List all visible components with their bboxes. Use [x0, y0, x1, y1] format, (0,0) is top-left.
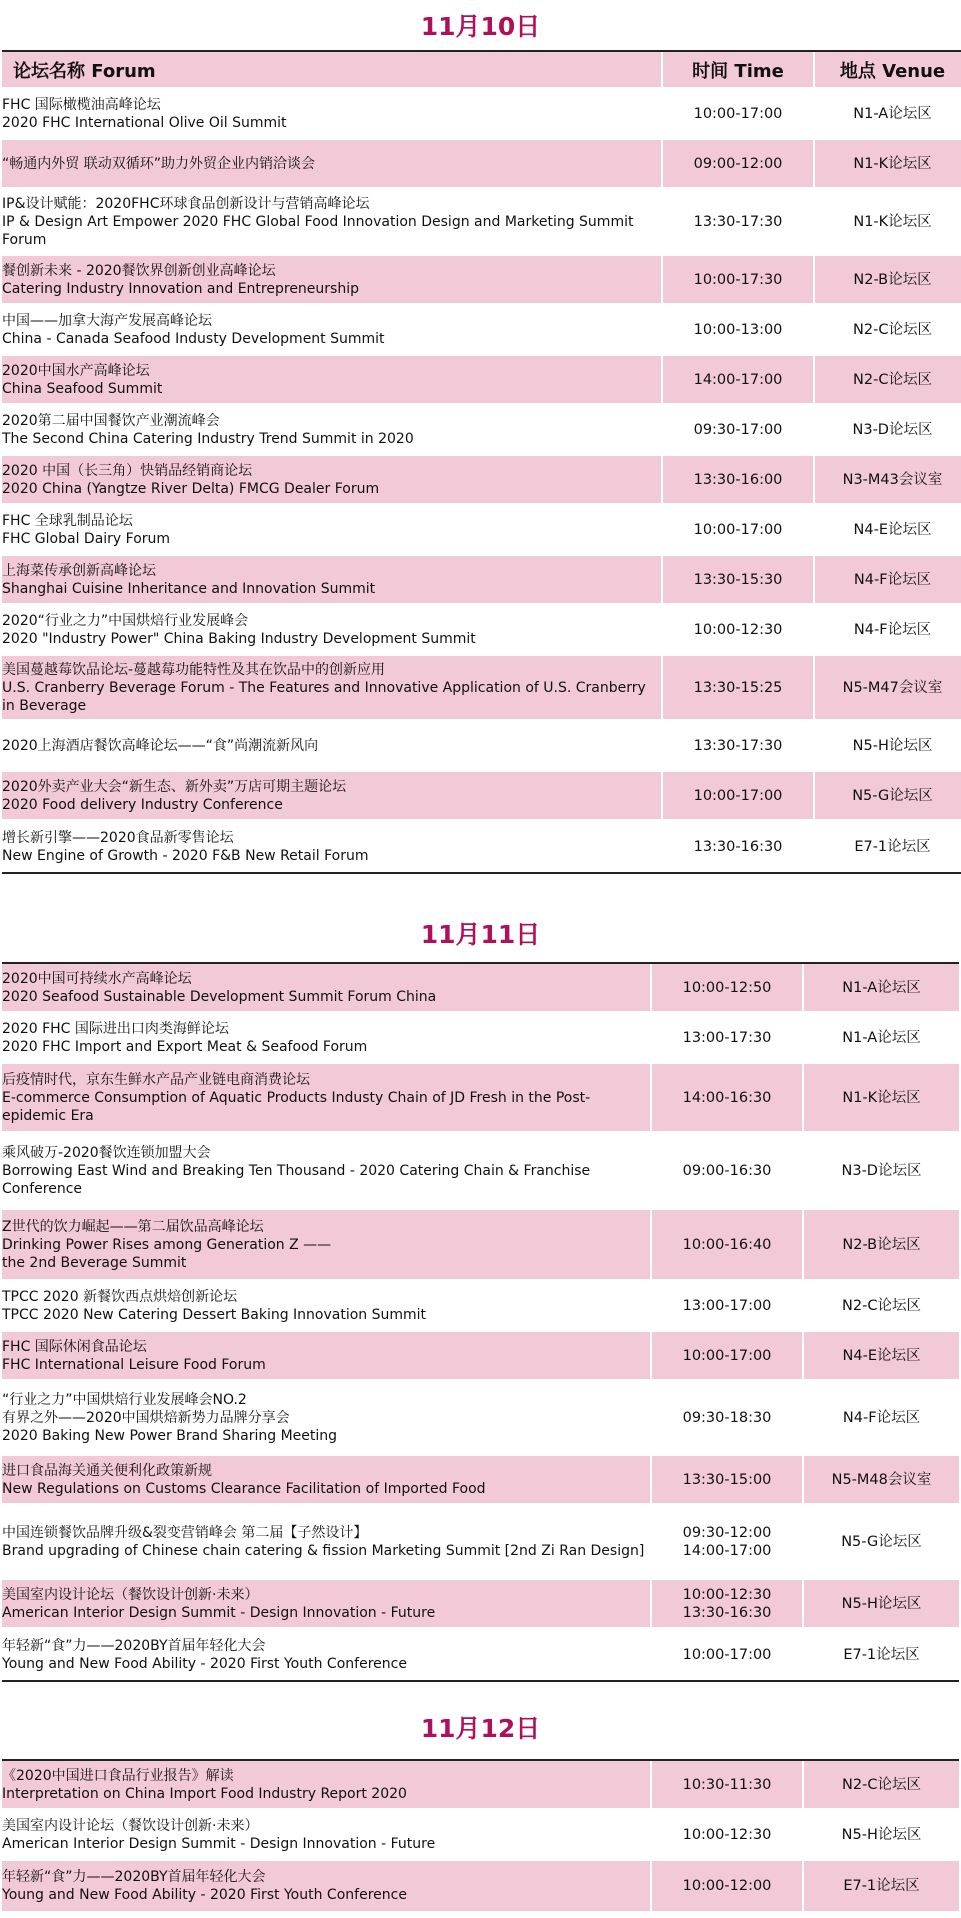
forum-name-cell	[2, 1580, 652, 1630]
venue-cell: N1-K论坛区	[815, 190, 961, 256]
forum-name-line: 2020 Food delivery Industry Conference	[2, 796, 283, 813]
forum-name-cell	[2, 406, 663, 456]
time-value: 09:00-16:30	[682, 1162, 772, 1179]
forum-name-cell	[2, 256, 663, 306]
forum-name-line: Borrowing East Wind and Breaking Ten Thousand - 2020 Catering Chain & Franchise	[2, 1162, 591, 1179]
time-value: 14:00-17:00	[682, 1542, 772, 1559]
time-value: 10:00-17:00	[693, 521, 783, 538]
date-heading: 11月11日	[420, 920, 541, 949]
forum-name-line: Forum	[2, 231, 47, 248]
forum-name-line: 上海菜传承创新高峰论坛	[2, 562, 156, 579]
time-cell	[663, 356, 815, 406]
time-value: 14:00-17:00	[693, 371, 783, 388]
forum-name-line: Z世代的饮力崛起——第二届饮品高峰论坛	[2, 1218, 264, 1235]
day-section-1111	[0, 908, 961, 1682]
forum-name-cell	[2, 722, 663, 772]
forum-name-line: FHC 国际橄榄油高峰论坛	[2, 96, 161, 113]
time-cell	[652, 1580, 804, 1630]
forum-name-line: China - Canada Seafood Industy Development Summit	[2, 330, 385, 347]
table-row	[2, 556, 961, 606]
forum-name-line: 增长新引擎——2020食品新零售论坛	[2, 830, 234, 846]
date-heading: 11月12日	[420, 1714, 541, 1743]
venue-cell: N5-H论坛区	[804, 1580, 959, 1630]
table-row	[2, 1210, 959, 1282]
time-value: 09:00-12:00	[693, 155, 783, 172]
time-value: 10:00-17:00	[682, 1347, 772, 1364]
time-value: 10:00-17:00	[693, 105, 783, 122]
forum-name-line: TPCC 2020 New Catering Dessert Baking Innovation Summit	[2, 1306, 427, 1323]
forum-name-line: 美国室内设计论坛（餐饮设计创新·未来）	[2, 1817, 259, 1834]
time-cell	[663, 556, 815, 606]
time-cell	[663, 406, 815, 456]
header-time: 时间 Time	[663, 52, 815, 90]
forum-name-line: 2020 中国（长三角）快销品经销商论坛	[2, 462, 253, 479]
forum-name-cell	[2, 1210, 652, 1282]
time-value: 13:30-16:00	[693, 471, 783, 488]
forum-name-line: 2020 China (Yangtze River Delta) FMCG Dealer Forum	[2, 480, 380, 497]
time-cell	[652, 1134, 804, 1210]
venue-cell: N4-F论坛区	[815, 556, 961, 606]
forum-name-line: Shanghai Cuisine Inheritance and Innovation Summit	[2, 580, 376, 597]
venue-cell: N5-G论坛区	[804, 1506, 959, 1580]
time-value: 13:30-15:25	[693, 679, 783, 696]
venue-cell: N2-C论坛区	[804, 1282, 959, 1332]
forum-name-line: FHC 全球乳制品论坛	[2, 512, 133, 529]
time-value: 10:00-17:00	[682, 1647, 772, 1663]
time-cell	[652, 1630, 804, 1680]
forum-name-line: 2020上海酒店餐饮高峰论坛——“食”尚潮流新风向	[2, 737, 319, 754]
table-row	[2, 256, 961, 306]
forum-name-line: 中国连锁餐饮品牌升级&裂变营销峰会 第二届【子然设计】	[2, 1524, 368, 1541]
time-value: 10:30-11:30	[682, 1776, 772, 1793]
time-cell	[663, 506, 815, 556]
forum-name-line: 2020 FHC Import and Export Meat & Seafood Forum	[2, 1038, 368, 1055]
venue-cell: E7-1论坛区	[815, 822, 961, 872]
forum-table	[2, 50, 961, 874]
table-row	[2, 456, 961, 506]
time-cell	[652, 1861, 804, 1911]
venue-cell: N1-A论坛区	[804, 1014, 959, 1064]
forum-table	[2, 1759, 959, 1911]
time-value: 10:00-12:30	[682, 1826, 772, 1843]
table-row	[2, 1282, 959, 1332]
forum-name-line: TPCC 2020 新餐饮西点烘焙创新论坛	[2, 1288, 238, 1305]
time-cell	[663, 456, 815, 506]
table-row	[2, 606, 961, 656]
time-value: 10:00-12:50	[682, 979, 772, 996]
forum-name-line: in Beverage	[2, 697, 87, 714]
time-cell	[663, 90, 815, 140]
venue-cell: N3-M43会议室	[815, 456, 961, 506]
table-row	[2, 1506, 959, 1580]
table-row	[2, 1861, 959, 1911]
time-value: 13:00-17:30	[682, 1029, 772, 1046]
forum-name-cell	[2, 456, 663, 506]
time-cell	[663, 656, 815, 722]
table-row	[2, 190, 961, 256]
table-row	[2, 656, 961, 722]
forum-name-cell	[2, 964, 652, 1014]
venue-cell: N2-B论坛区	[815, 256, 961, 306]
forum-name-line: 2020中国可持续水产高峰论坛	[2, 970, 192, 987]
table-row	[2, 1761, 959, 1811]
time-value: 10:00-12:30	[682, 1586, 772, 1603]
time-value: 10:00-12:00	[682, 1878, 772, 1894]
forum-name-line: 后疫情时代，京东生鲜水产品产业链电商消费论坛	[2, 1071, 310, 1088]
forum-name-cell	[2, 140, 663, 190]
forum-name-cell	[2, 1456, 652, 1506]
time-cell	[652, 1382, 804, 1456]
time-cell	[663, 822, 815, 872]
forum-name-line: 年轻新“食”力——2020BY首届年轻化大会	[2, 1869, 266, 1885]
forum-name-cell	[2, 1761, 652, 1811]
time-value: 10:00-17:00	[693, 787, 783, 804]
forum-name-cell	[2, 1282, 652, 1332]
forum-name-line: Young and New Food Ability - 2020 First Youth Conference	[2, 1887, 407, 1903]
time-value: 09:30-12:00	[682, 1524, 772, 1541]
forum-name-cell	[2, 822, 663, 872]
time-cell	[652, 964, 804, 1014]
header-venue: 地点 Venue	[815, 52, 961, 90]
forum-name-line: 2020 FHC 国际进出口肉类海鲜论坛	[2, 1020, 229, 1037]
time-value: 10:00-13:00	[693, 321, 783, 338]
forum-name-line: epidemic Era	[2, 1107, 94, 1124]
time-value: 13:30-15:30	[693, 571, 783, 588]
time-value: 13:00-17:00	[682, 1297, 772, 1314]
table-row	[2, 1630, 959, 1680]
venue-cell: N2-C论坛区	[815, 306, 961, 356]
forum-name-line: FHC 国际休闲食品论坛	[2, 1338, 147, 1355]
time-cell	[652, 1014, 804, 1064]
time-cell	[663, 606, 815, 656]
forum-name-line: the 2nd Beverage Summit	[2, 1254, 187, 1271]
table-row	[2, 772, 961, 822]
forum-name-line: 2020外卖产业大会“新生态、新外卖”万店可期主题论坛	[2, 778, 347, 795]
time-value: 13:30-16:30	[682, 1604, 772, 1621]
forum-name-cell	[2, 306, 663, 356]
forum-name-line: IP & Design Art Empower 2020 FHC Global Food Innovation Design and Marketing Summit	[2, 213, 634, 230]
forum-name-line: China Seafood Summit	[2, 380, 163, 397]
forum-name-line: FHC Global Dairy Forum	[2, 530, 171, 547]
forum-name-line: 乘风破万-2020餐饮连锁加盟大会	[2, 1144, 211, 1161]
table-row	[2, 90, 961, 140]
forum-name-line: 年轻新“食”力——2020BY首届年轻化大会	[2, 1638, 266, 1654]
venue-cell: N4-F论坛区	[804, 1382, 959, 1456]
table-row	[2, 1064, 959, 1134]
forum-name-cell	[2, 1134, 652, 1210]
forum-name-line: 2020 Seafood Sustainable Development Summit Forum China	[2, 988, 437, 1005]
forum-name-line: 美国蔓越莓饮品论坛-蔓越莓功能特性及其在饮品中的创新应用	[2, 661, 386, 678]
venue-cell: N2-C论坛区	[815, 356, 961, 406]
forum-name-line: Brand upgrading of Chinese chain catering & fission Marketing Summit [2nd Zi Ran Design]	[2, 1542, 645, 1559]
time-value: 13:30-17:30	[693, 213, 783, 230]
table-row	[2, 306, 961, 356]
table-row	[2, 1456, 959, 1506]
time-value: 14:00-16:30	[682, 1089, 772, 1106]
forum-name-line: FHC International Leisure Food Forum	[2, 1356, 266, 1373]
table-row	[2, 1811, 959, 1861]
venue-cell: E7-1论坛区	[804, 1630, 959, 1680]
forum-name-line: 中国——加拿大海产发展高峰论坛	[2, 312, 212, 329]
time-value: 10:00-16:40	[682, 1236, 772, 1253]
table-row	[2, 406, 961, 456]
forum-name-line: 2020 "Industry Power" China Baking Industry Development Summit	[2, 630, 476, 647]
header-row	[2, 52, 961, 90]
forum-name-cell	[2, 1811, 652, 1861]
forum-name-cell	[2, 190, 663, 256]
day-section-1110	[0, 6, 961, 874]
venue-cell: N5-M47会议室	[815, 656, 961, 722]
forum-name-line: IP&设计赋能：2020FHC环球食品创新设计与营销高峰论坛	[2, 195, 370, 212]
forum-name-line: New Regulations on Customs Clearance Facilitation of Imported Food	[2, 1480, 486, 1497]
venue-cell: N4-F论坛区	[815, 606, 961, 656]
forum-table	[2, 962, 959, 1682]
forum-name-line: 2020 FHC International Olive Oil Summit	[2, 114, 287, 131]
time-cell	[652, 1210, 804, 1282]
forum-name-line: Conference	[2, 1180, 83, 1197]
forum-name-line: 有界之外——2020中国烘焙新势力品牌分享会	[2, 1409, 290, 1426]
forum-name-cell	[2, 1382, 652, 1456]
time-cell	[652, 1282, 804, 1332]
forum-name-line: 《2020中国进口食品行业报告》解读	[2, 1767, 234, 1784]
time-cell	[652, 1811, 804, 1861]
table-row	[2, 1134, 959, 1210]
forum-name-line: American Interior Design Summit - Design Innovation - Future	[2, 1604, 436, 1621]
table-row	[2, 964, 959, 1014]
forum-name-line: 2020 Baking New Power Brand Sharing Meeting	[2, 1427, 338, 1444]
day-section-1112	[0, 1702, 961, 1911]
table-row	[2, 722, 961, 772]
header-forum: 论坛名称 Forum	[2, 52, 663, 90]
venue-cell: N1-K论坛区	[804, 1064, 959, 1134]
forum-name-line: Drinking Power Rises among Generation Z ——	[2, 1236, 332, 1253]
table-row	[2, 140, 961, 190]
table-row	[2, 506, 961, 556]
forum-name-cell	[2, 1064, 652, 1134]
venue-cell: N5-M48会议室	[804, 1456, 959, 1506]
forum-name-line: Catering Industry Innovation and Entrepreneurship	[2, 280, 359, 297]
venue-cell: N2-B论坛区	[804, 1210, 959, 1282]
venue-cell: N1-A论坛区	[804, 964, 959, 1014]
forum-name-line: 2020中国水产高峰论坛	[2, 362, 150, 379]
forum-name-cell	[2, 356, 663, 406]
venue-cell: N3-D论坛区	[804, 1134, 959, 1210]
forum-name-cell	[2, 506, 663, 556]
venue-cell: N5-G论坛区	[815, 772, 961, 822]
time-cell	[652, 1506, 804, 1580]
time-cell	[663, 306, 815, 356]
time-value: 10:00-12:30	[693, 621, 783, 638]
forum-name-cell	[2, 656, 663, 722]
forum-name-cell	[2, 772, 663, 822]
venue-cell: N1-A论坛区	[815, 90, 961, 140]
forum-name-line: Young and New Food Ability - 2020 First Youth Conference	[2, 1656, 407, 1672]
forum-name-line: 2020第二届中国餐饮产业潮流峰会	[2, 412, 220, 429]
time-value: 13:30-16:30	[693, 839, 783, 855]
forum-name-cell	[2, 1861, 652, 1911]
time-cell	[652, 1456, 804, 1506]
time-value: 09:30-17:00	[693, 421, 783, 438]
forum-name-line: E-commerce Consumption of Aquatic Products Industy Chain of JD Fresh in the Post-	[2, 1089, 591, 1106]
time-value: 13:30-17:30	[693, 737, 783, 754]
table-row	[2, 1014, 959, 1064]
forum-name-line: New Engine of Growth - 2020 F&B New Retail Forum	[2, 848, 369, 864]
forum-name-cell	[2, 556, 663, 606]
time-cell	[663, 140, 815, 190]
forum-name-line: “行业之力”中国烘焙行业发展峰会NO.2	[2, 1391, 247, 1408]
forum-name-cell	[2, 1332, 652, 1382]
forum-name-line: The Second China Catering Industry Trend Summit in 2020	[2, 430, 414, 447]
forum-name-line: American Interior Design Summit - Design Innovation - Future	[2, 1835, 436, 1852]
table-row	[2, 1580, 959, 1630]
forum-name-line: Interpretation on China Import Food Industry Report 2020	[2, 1785, 407, 1802]
table-row	[2, 1382, 959, 1456]
time-cell	[663, 772, 815, 822]
forum-name-cell	[2, 1014, 652, 1064]
forum-name-line: 餐创新未来 - 2020餐饮界创新创业高峰论坛	[2, 262, 276, 279]
venue-cell: N4-E论坛区	[804, 1332, 959, 1382]
forum-name-line: 进口食品海关通关便利化政策新规	[2, 1462, 212, 1479]
time-value: 10:00-17:30	[693, 271, 783, 288]
table-row	[2, 822, 961, 872]
time-cell	[663, 256, 815, 306]
time-cell	[652, 1761, 804, 1811]
table-row	[2, 1332, 959, 1382]
forum-name-line: 美国室内设计论坛（餐饮设计创新·未来）	[2, 1586, 259, 1603]
forum-name-line: U.S. Cranberry Beverage Forum - The Features and Innovative Application of U.S. Cranberry	[2, 679, 646, 696]
forum-name-line: 2020“行业之力”中国烘焙行业发展峰会	[2, 612, 249, 629]
venue-cell: N2-C论坛区	[804, 1761, 959, 1811]
venue-cell: N5-H论坛区	[804, 1811, 959, 1861]
forum-name-cell	[2, 1630, 652, 1680]
forum-name-line: “畅通内外贸 联动双循环”助力外贸企业内销洽谈会	[2, 155, 315, 172]
time-cell	[663, 190, 815, 256]
time-value: 09:30-18:30	[682, 1409, 772, 1426]
time-cell	[652, 1332, 804, 1382]
forum-name-cell	[2, 1506, 652, 1580]
time-cell	[663, 722, 815, 772]
table-row	[2, 356, 961, 406]
forum-name-cell	[2, 606, 663, 656]
venue-cell: N3-D论坛区	[815, 406, 961, 456]
forum-name-cell	[2, 90, 663, 140]
venue-cell: N1-K论坛区	[815, 140, 961, 190]
time-cell	[652, 1064, 804, 1134]
venue-cell: N4-E论坛区	[815, 506, 961, 556]
venue-cell: E7-1论坛区	[804, 1861, 959, 1911]
date-heading: 11月10日	[420, 12, 541, 41]
time-value: 13:30-15:00	[682, 1471, 772, 1488]
venue-cell: N5-H论坛区	[815, 722, 961, 772]
